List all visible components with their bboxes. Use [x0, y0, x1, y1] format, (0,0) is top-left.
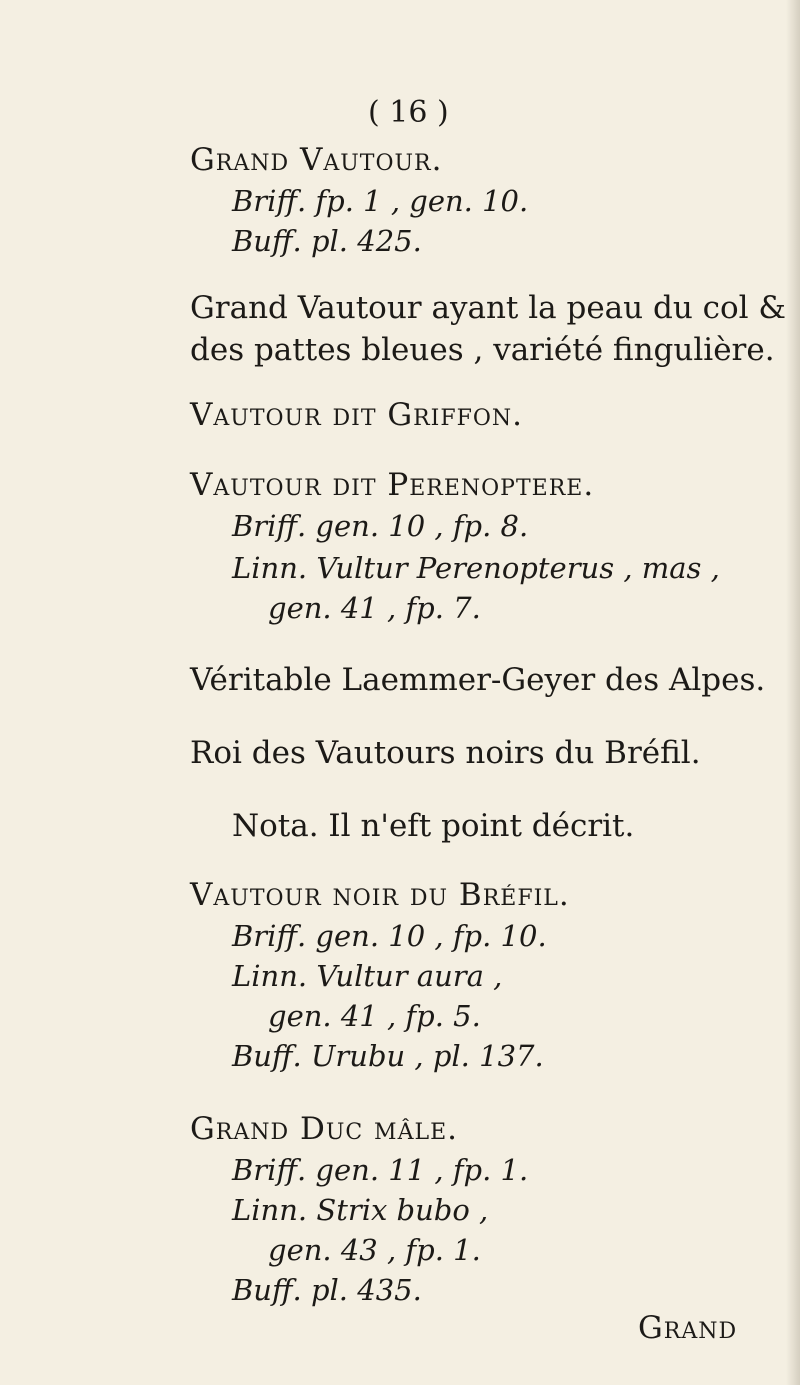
entry-heading-text: Véritable Laemmer-Geyer des Alpes.	[190, 662, 766, 698]
entry-reference: Linn. Vultur aura ,	[232, 959, 503, 993]
entry-note: Nota. Il n'eft point décrit.	[232, 808, 635, 844]
entry-reference: Briff. gen. 10 , fp. 10.	[232, 919, 547, 953]
entry-reference: Linn. Vultur Perenopterus , mas ,	[232, 551, 720, 585]
entry-heading: Vautour dit Griffon.	[190, 397, 524, 433]
entry-reference: Buff. pl. 435.	[232, 1273, 422, 1307]
entry-heading: Vautour dit Perenoptere.	[190, 467, 595, 503]
page-number: ( 16 )	[368, 95, 449, 130]
entry-reference: gen. 43 , fp. 1.	[268, 1233, 481, 1267]
entry-heading: Grand Duc mâle.	[190, 1111, 458, 1147]
entry-heading: Vautour noir du Bréfil.	[190, 877, 570, 913]
entry-reference: Buff. Urubu , pl. 137.	[232, 1039, 544, 1073]
entry-reference: gen. 41 , fp. 5.	[268, 999, 481, 1033]
entry-heading: Grand Vautour.	[190, 142, 443, 178]
entry-text: Grand Vautour ayant la peau du col &	[190, 290, 787, 326]
entry-heading	[190, 735, 701, 771]
entry-heading-text: Roi des Vautours noirs du Bréfil.	[190, 735, 701, 771]
entry-reference: Briff. gen. 10 , fp. 8.	[232, 509, 529, 543]
entry-reference: Buff. pl. 425.	[232, 224, 422, 258]
entry-reference: Linn. Strix bubo ,	[232, 1193, 489, 1227]
catchword: Grand	[638, 1310, 738, 1346]
entry-reference: Briff. fp. 1 , gen. 10.	[232, 184, 529, 218]
entry-reference: Briff. gen. 11 , fp. 1.	[232, 1153, 529, 1187]
entry-text: des pattes bleues , variété fingulière.	[190, 332, 775, 368]
page-edge-shadow	[786, 0, 800, 1385]
entry-reference: gen. 41 , fp. 7.	[268, 591, 481, 625]
entry-heading	[190, 662, 765, 698]
